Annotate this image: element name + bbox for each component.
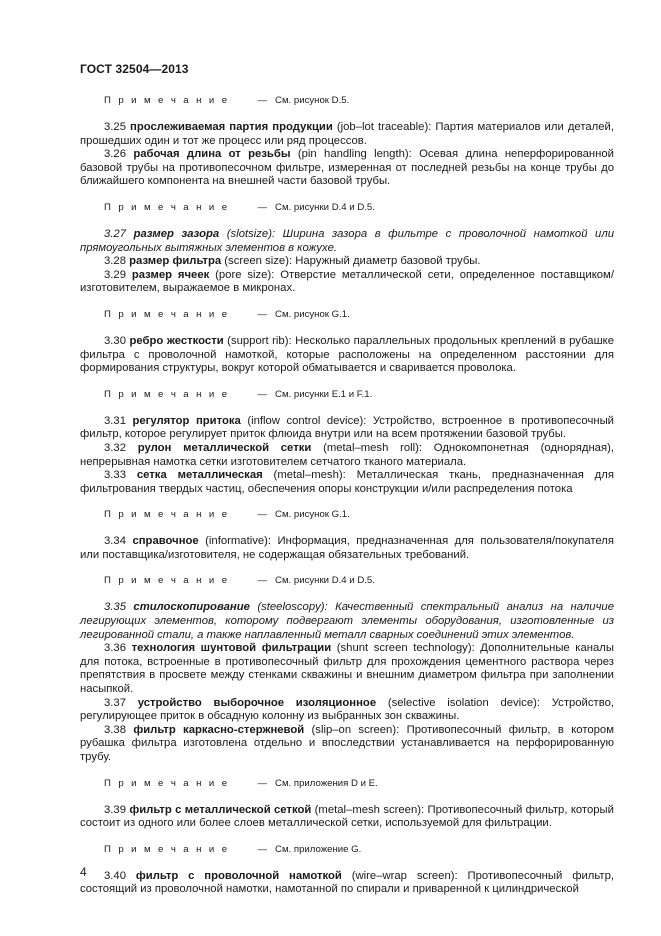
note xyxy=(80,94,614,107)
note-text: См. рисунок G.1. xyxy=(275,308,350,320)
term-title: размер фильтра xyxy=(129,255,222,268)
term-title: рулон металлической сетки xyxy=(137,441,312,454)
page-number: 4 xyxy=(80,865,87,879)
term-title: ребро жесткости xyxy=(129,334,224,347)
term-3-38: 3.38 фильтр каркасно-стержневой (slip–on screen): Противопесочный фильтр, в котором рубашка фильтра изготовлена отдельно и впоследствии устанавливается на перфорированную трубу. xyxy=(80,723,614,763)
term-3-36: 3.36 технология шунтовой фильтрации (shunt screen technology): Дополнительные каналы для потока, встроенные в противопесочный фильтр для прохождения цементного раствора через препятствия в просвете между стенками скважины и внешним диаметром фильтра при заполнении насыпкой. xyxy=(80,642,614,696)
note-text: См. рисунок D.5. xyxy=(275,95,350,106)
term-title: рабочая длина от резьбы xyxy=(133,148,291,161)
term-title: устройство выборочное изоляционное xyxy=(137,696,377,709)
note-label: П р и м е ч а н и е xyxy=(104,509,230,521)
term-3-29: 3.29 размер ячеек (pore size): Отверстие металлической сети, определенное поставщиком/изготовителем, выражаемое в микронах. xyxy=(80,268,614,295)
term-3-33: 3.33 сетка металлическая (metal–mesh): Металлическая ткань, предназначенная для фильтрования твердых частиц, обеспечения опоры конструкции и/или распределения потока xyxy=(80,469,614,495)
term-3-35: 3.35 стилоскопирование (steeloscopy): Качественный спектральный анализ на наличие легирующих элементов, которому подвергают элементы оборудования, изготовленные из легированной стали, а также наплавленный металл сварных соединений этих элементов. xyxy=(80,601,614,641)
note-label: П р и м е ч а н и е xyxy=(104,843,230,855)
note xyxy=(80,508,614,521)
term-title: технология шунтовой фильтрации xyxy=(131,642,332,655)
note-dash: — xyxy=(257,575,268,587)
term-title: фильтр с проволочной намоткой xyxy=(135,869,342,882)
term-3-25: 3.25 прослеживаемая партия продукции (job–lot traceable): Партия материалов или деталей, прошедших один и тот же процесс или ряд процессов. xyxy=(80,121,614,147)
note-text: См. приложения D и E. xyxy=(275,777,378,789)
note-label: П р и м е ч а н и е xyxy=(104,388,230,400)
term-title: справочное xyxy=(132,535,199,548)
term-3-39: 3.39 фильтр с металлической сеткой (metal–mesh screen): Противопесочный фильтр, который состоит из одного или более слоев металлической сетки, используемой для фильтрации. xyxy=(80,803,614,830)
note-label: П р и м е ч а н и е xyxy=(104,575,230,587)
note-text: См. приложение G. xyxy=(275,843,362,855)
note-label: П р и м е ч а н и е xyxy=(104,201,230,213)
term-title: размер зазора xyxy=(133,227,220,240)
term-3-26: 3.26 рабочая длина от резьбы (pin handling length): Осевая длина неперфорированной базовой трубы на противопесочном фильтре, измеренная от последней резьбы на конце трубы до ближайшего компонента на внешней части базовой трубы. xyxy=(80,148,614,188)
term-3-30: 3.30 ребро жесткости (support rib): Несколько параллельных продольных креплений в рубашке фильтра с проволочной намоткой, которые расположены на определенном расстоянии для формирования структуры, вокруг которой обматывается и сваривается проволока. xyxy=(80,334,614,375)
page-header: ГОСТ 32504—2013 xyxy=(80,62,189,76)
term-title: фильтр с металлической сеткой xyxy=(129,803,312,816)
note-dash: — xyxy=(257,201,268,213)
term-3-37: 3.37 устройство выборочное изоляционное (selective isolation device): Устройство, регулирующее приток в обсадную колонну из выбранных зон скважины. xyxy=(80,696,614,723)
note xyxy=(80,308,614,321)
term-title: регулятор притока xyxy=(132,414,241,427)
term-3-28: 3.28 размер фильтра (screen size): Наружный диаметр базовой трубы. xyxy=(104,255,481,268)
term-3-32: 3.32 рулон металлической сетки (metal–mesh roll): Однокомпонетная (однорядная), непрерывная намотка сетки изготовителем сетчатого тканого материала. xyxy=(80,441,614,468)
note-label: П р и м е ч а н и е xyxy=(104,95,230,106)
note xyxy=(80,777,614,790)
note-label: П р и м е ч а н и е xyxy=(104,777,230,789)
note-dash: — xyxy=(257,308,268,320)
note-dash: — xyxy=(257,388,268,400)
term-title: стилоскопирование xyxy=(133,601,250,614)
note xyxy=(80,574,614,587)
document-body xyxy=(80,94,614,897)
note-label: П р и м е ч а н и е xyxy=(104,308,230,320)
note-dash: — xyxy=(257,843,268,855)
note xyxy=(80,388,614,401)
note-text: См. рисунок G.1. xyxy=(275,509,350,521)
note-dash: — xyxy=(257,509,268,521)
note xyxy=(80,843,614,856)
term-3-27: 3.27 размер зазора (slotsize): Ширина зазора в фильтре с проволочной намоткой или прямоугольных вытяжных элементов в кожухе. xyxy=(80,227,614,254)
term-3-34: 3.34 справочное (informative): Информация, предназначенная для пользователя/покупателя или поставщика/изготовителя, не содержащая обязательных требований. xyxy=(80,535,614,561)
note-text: См. рисунки D.4 и D.5. xyxy=(275,575,375,587)
term-title: сетка металлическая xyxy=(136,469,263,482)
note-text: См. рисунки E.1 и F.1. xyxy=(275,388,373,400)
term-title: размер ячеек xyxy=(131,268,210,281)
note-dash: — xyxy=(257,777,268,789)
term-3-40: 3.40 фильтр с проволочной намоткой (wire–wrap screen): Противопесочный фильтр, состоящий из проволочной намотки, намотанной по спирали и приваренной к цилиндрической xyxy=(80,869,614,896)
note-text: См. рисунки D.4 и D.5. xyxy=(275,201,375,213)
term-title: прослеживаемая партия продукции xyxy=(130,121,333,133)
note xyxy=(80,201,614,214)
note-dash: — xyxy=(257,95,268,106)
term-title: фильтр каркасно-стержневой xyxy=(133,723,305,736)
term-3-31: 3.31 регулятор притока (inflow control device): Устройство, встроенное в противопесочный фильтр, которое регулирует приток флюида внутри или на всем протяжении базовой трубы. xyxy=(80,414,614,441)
